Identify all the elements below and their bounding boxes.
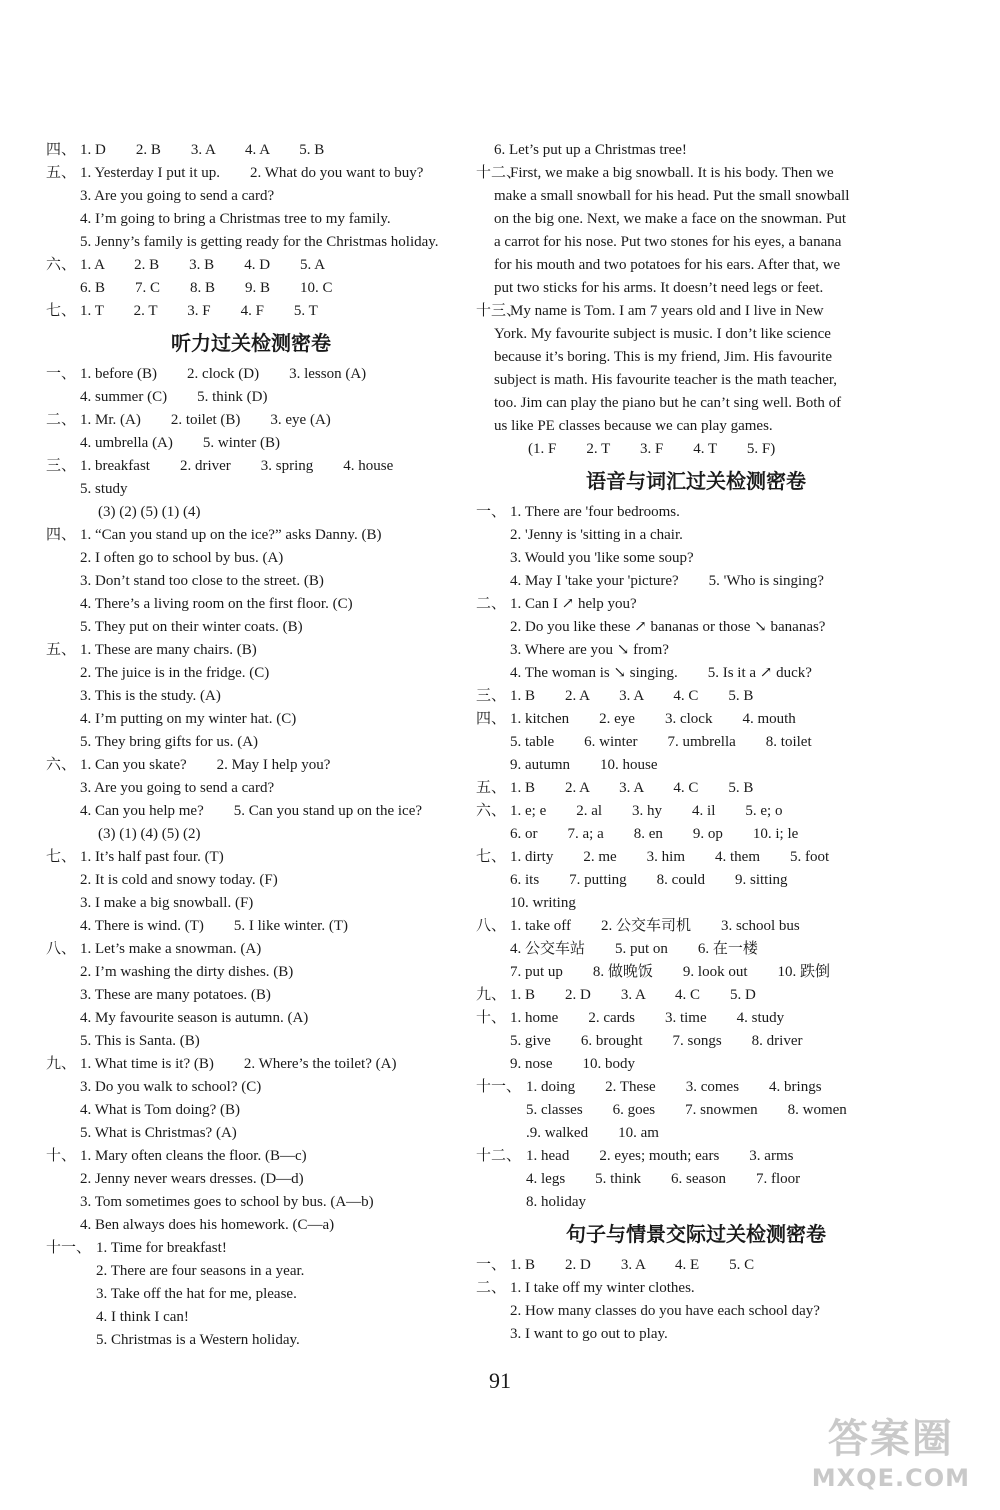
answer-text: 2. 'Jenny is 'sitting in a chair.	[510, 527, 683, 543]
answer-line	[46, 731, 456, 754]
answer-text: 1. home 2. cards 3. time 4. study	[510, 1010, 785, 1026]
answer-text: 1. Let’s make a snowman. (A)	[80, 941, 262, 957]
answer-line	[476, 369, 916, 392]
answer-line	[46, 208, 456, 231]
answer-text: 2. Jenny never wears dresses. (D—d)	[80, 1171, 304, 1187]
answer-line	[46, 277, 456, 300]
answer-text: 1. It’s half past four. (T)	[80, 849, 224, 865]
question-number: 一、	[46, 366, 77, 382]
answer-text: 1. Can you skate? 2. May I help you?	[80, 757, 331, 773]
answer-line	[476, 846, 916, 869]
answer-line	[476, 323, 916, 346]
answer-text: 1. kitchen 2. eye 3. clock 4. mouth	[510, 711, 796, 727]
answer-line	[476, 1007, 916, 1030]
answer-text: 6. or 7. a; a 8. en 9. op 10. i; le	[510, 826, 799, 842]
question-number: 九、	[46, 1056, 77, 1072]
question-number: 四、	[46, 527, 77, 543]
answer-text: 5. They bring gifts for us. (A)	[80, 734, 259, 750]
question-number: 二、	[476, 1280, 507, 1296]
answer-text: 1. Mary often cleans the floor. (B—c)	[80, 1148, 307, 1164]
question-number: 八、	[476, 918, 507, 934]
answer-line	[46, 1237, 456, 1260]
page-number: 91	[489, 1368, 511, 1393]
answer-text: a carrot for his nose. Put two stones for his eyes, a banana	[494, 234, 842, 250]
question-number: 七、	[46, 303, 77, 319]
answer-text: 1. There are 'four bedrooms.	[510, 504, 680, 520]
answer-line	[46, 754, 456, 777]
watermark-text-bottom: MXQE.COM	[811, 1464, 970, 1492]
answer-line	[476, 1191, 916, 1214]
answer-line	[476, 392, 916, 415]
answer-text: 1. take off 2. 公交车司机 3. school bus	[510, 918, 800, 934]
answer-text: 5. Christmas is a Western holiday.	[96, 1332, 300, 1348]
answer-text: 1. What time is it? (B) 2. Where’s the toilet? (A)	[80, 1056, 397, 1072]
answer-text: 8. holiday	[526, 1194, 586, 1210]
answer-text: 1. breakfast 2. driver 3. spring 4. house	[80, 458, 394, 474]
answer-text: (3) (2) (5) (1) (4)	[98, 504, 201, 520]
answer-text: 6. its 7. putting 8. could 9. sitting	[510, 872, 788, 888]
answer-line	[476, 1053, 916, 1076]
answer-line	[46, 961, 456, 984]
question-number: 三、	[476, 688, 507, 704]
answer-text: 3. I want to go out to play.	[510, 1326, 668, 1342]
answer-text: 1. e; e 2. al 3. hy 4. il 5. e; o	[510, 803, 783, 819]
answer-text: 1. before (B) 2. clock (D) 3. lesson (A)	[80, 366, 367, 382]
answer-line	[476, 277, 916, 300]
answer-text: 5. give 6. brought 7. songs 8. driver	[510, 1033, 803, 1049]
answer-text: 5. study	[80, 481, 128, 497]
answer-line	[476, 300, 916, 323]
answer-line	[476, 915, 916, 938]
answer-line	[46, 777, 456, 800]
question-number: 十、	[476, 1010, 507, 1026]
answer-line	[46, 823, 456, 846]
question-number: 二、	[476, 596, 507, 612]
answer-line	[46, 1329, 456, 1352]
answer-line	[46, 915, 456, 938]
question-number: 五、	[46, 642, 77, 658]
watermark-text-top: 答案圈	[827, 1416, 954, 1462]
question-number: 八、	[46, 941, 77, 957]
answer-line	[476, 777, 916, 800]
answer-text: 3. Are you going to send a card?	[80, 780, 275, 796]
answer-line	[476, 438, 916, 461]
answer-text: 4. There is wind. (T) 5. I like winter. (T)	[80, 918, 348, 934]
question-number: 二、	[46, 412, 77, 428]
answer-text: 4. Ben always does his homework. (C—a)	[80, 1217, 335, 1233]
answer-line	[46, 547, 456, 570]
answer-line	[46, 363, 456, 386]
answer-line	[476, 415, 916, 438]
answer-text: 1. B 2. A 3. A 4. C 5. B	[510, 688, 754, 704]
answer-text: 2. I often go to school by bus. (A)	[80, 550, 284, 566]
answer-text: for his mouth and two potatoes for his ears. After that, we	[494, 257, 841, 273]
answer-text: 3. Do you walk to school? (C)	[80, 1079, 262, 1095]
question-number: 三、	[46, 458, 77, 474]
answer-text: .9. walked 10. am	[526, 1125, 659, 1141]
answer-text: 3. I make a big snowball. (F)	[80, 895, 254, 911]
question-number: 六、	[476, 803, 507, 819]
answer-line	[476, 800, 916, 823]
answer-text: on the big one. Next, we make a face on the snowman. Put	[494, 211, 846, 227]
answer-line	[476, 708, 916, 731]
watermark-logo	[812, 1407, 970, 1492]
answer-line	[476, 1076, 916, 1099]
answer-text: 2. It is cold and snowy today. (F)	[80, 872, 278, 888]
left-column	[46, 139, 456, 1352]
answer-text: 2. Do you like these ↗ bananas or those ↘ bananas?	[510, 619, 826, 635]
answer-text: 5. classes 6. goes 7. snowmen 8. women	[526, 1102, 847, 1118]
answer-line	[476, 254, 916, 277]
answer-line	[476, 139, 916, 162]
answer-text: too. Jim can play the piano but he can’t sing well. Both of	[494, 395, 842, 411]
answer-text: 7. put up 8. 做晚饭 9. look out 10. 跌倒	[510, 964, 831, 980]
right-column	[476, 139, 916, 1346]
answer-line	[46, 1214, 456, 1237]
answer-text: York. My favourite subject is music. I don’t like science	[494, 326, 831, 342]
answer-line	[476, 616, 916, 639]
answer-text: 4. 公交车站 5. put on 6. 在一楼	[510, 941, 758, 957]
section-heading: 句子与情景交际过关检测密卷	[566, 1222, 826, 1246]
question-number: 十一、	[46, 1240, 92, 1256]
question-number: 十一、	[476, 1079, 522, 1095]
answer-text: 4. What is Tom doing? (B)	[80, 1102, 241, 1118]
answer-text: put two sticks for his arms. It doesn’t need legs or feet.	[494, 280, 824, 296]
answer-line	[476, 938, 916, 961]
answer-line	[476, 892, 916, 915]
answer-text: 1. dirty 2. me 3. him 4. them 5. foot	[510, 849, 830, 865]
answer-text: because it’s boring. This is my friend, Jim. His favourite	[494, 349, 833, 365]
answer-text: 1. I take off my winter clothes.	[510, 1280, 695, 1296]
answer-text: 2. I’m washing the dirty dishes. (B)	[80, 964, 294, 980]
question-number: 十、	[46, 1148, 77, 1164]
question-number: 十二、	[476, 165, 522, 181]
answer-text: 9. autumn 10. house	[510, 757, 658, 773]
answer-line	[46, 984, 456, 1007]
answer-text: 4. I’m putting on my winter hat. (C)	[80, 711, 297, 727]
answer-line	[476, 1300, 916, 1323]
answer-line	[476, 823, 916, 846]
answer-line	[476, 547, 916, 570]
answer-line	[46, 708, 456, 731]
answer-line	[46, 662, 456, 685]
answer-line	[46, 1122, 456, 1145]
answer-line	[46, 162, 456, 185]
answer-text: (1. F 2. T 3. F 4. T 5. F)	[528, 441, 776, 457]
answer-text: subject is math. His favourite teacher is the math teacher,	[494, 372, 838, 388]
answer-text: 1. B 2. A 3. A 4. C 5. B	[510, 780, 754, 796]
section-heading: 语音与词汇过关检测密卷	[586, 469, 806, 493]
answer-text: 4. My favourite season is autumn. (A)	[80, 1010, 309, 1026]
answer-text: 3. Would you 'like some soup?	[510, 550, 694, 566]
answer-line	[476, 593, 916, 616]
question-number: 一、	[476, 1257, 507, 1273]
answer-text: 1. Mr. (A) 2. toilet (B) 3. eye (A)	[80, 412, 331, 428]
answer-text: 3. Where are you ↘ from?	[510, 642, 669, 658]
question-number: 五、	[46, 165, 77, 181]
answer-line	[476, 1323, 916, 1346]
question-number: 七、	[476, 849, 507, 865]
answer-line	[476, 1030, 916, 1053]
answer-text: 2. How many classes do you have each school day?	[510, 1303, 820, 1319]
section-heading: 听力过关检测密卷	[171, 331, 331, 355]
answer-text: 4. I think I can!	[96, 1309, 189, 1325]
question-number: 九、	[476, 987, 507, 1003]
answer-line	[46, 386, 456, 409]
answer-text: 4. Can you help me? 5. Can you stand up on the ice?	[80, 803, 423, 819]
answer-text: 4. legs 5. think 6. season 7. floor	[526, 1171, 801, 1187]
answer-line	[46, 570, 456, 593]
answer-text: 4. umbrella (A) 5. winter (B)	[80, 435, 280, 451]
answer-text: First, we make a big snowball. It is his body. Then we	[510, 165, 834, 181]
answer-line	[46, 1145, 456, 1168]
question-number: 七、	[46, 849, 77, 865]
answer-text: 10. writing	[510, 895, 576, 911]
question-number: 六、	[46, 257, 77, 273]
answer-text: 1. Can I ↗ help you?	[510, 596, 637, 612]
answer-line	[46, 685, 456, 708]
answer-line	[476, 570, 916, 593]
answer-line	[46, 185, 456, 208]
answer-text: 3. Take off the hat for me, please.	[96, 1286, 297, 1302]
answer-line	[46, 1076, 456, 1099]
answer-line	[46, 455, 456, 478]
answer-line	[476, 162, 916, 185]
answer-text: 4. summer (C) 5. think (D)	[80, 389, 268, 405]
answer-line	[476, 961, 916, 984]
answer-line	[476, 1168, 916, 1191]
answer-text: make a small snowball for his head. Put the small snowball	[494, 188, 850, 204]
question-number: 一、	[476, 504, 507, 520]
answer-text: 2. There are four seasons in a year.	[96, 1263, 305, 1279]
answer-text: 3. This is the study. (A)	[80, 688, 221, 704]
answer-text: 3. Don’t stand too close to the street. (B)	[80, 573, 324, 589]
answer-line	[46, 616, 456, 639]
answer-line	[476, 1122, 916, 1145]
answer-line	[476, 1277, 916, 1300]
answer-line	[46, 1099, 456, 1122]
question-number: 六、	[46, 757, 77, 773]
answer-text: 3. These are many potatoes. (B)	[80, 987, 271, 1003]
answer-text: 3. Are you going to send a card?	[80, 188, 275, 204]
answer-text: 4. There’s a living room on the first floor. (C)	[80, 596, 353, 612]
answer-line	[46, 938, 456, 961]
answer-text: 5. Jenny’s family is getting ready for the Christmas holiday.	[80, 234, 439, 250]
answer-line	[46, 1053, 456, 1076]
answer-text: 1. These are many chairs. (B)	[80, 642, 257, 658]
answer-text: 6. B 7. C 8. B 9. B 10. C	[80, 280, 333, 296]
answer-line	[46, 593, 456, 616]
question-number: 十二、	[476, 1148, 522, 1164]
answer-text: 1. Yesterday I put it up. 2. What do you want to buy?	[80, 165, 424, 181]
answer-line	[46, 1283, 456, 1306]
answer-text: 4. I’m going to bring a Christmas tree to my family.	[80, 211, 391, 227]
answer-line	[46, 1191, 456, 1214]
answer-text: 4. May I 'take your 'picture? 5. 'Who is singing?	[510, 573, 824, 589]
answer-line	[46, 478, 456, 501]
answer-text: 1. D 2. B 3. A 4. A 5. B	[80, 142, 325, 158]
answer-text: 1. doing 2. These 3. comes 4. brings	[526, 1079, 822, 1095]
answer-line	[46, 501, 456, 524]
answer-line	[476, 208, 916, 231]
answer-text: 1. A 2. B 3. B 4. D 5. A	[80, 257, 326, 273]
answer-text: 3. Tom sometimes goes to school by bus. (A—b)	[80, 1194, 374, 1210]
answer-line	[476, 185, 916, 208]
answer-line	[46, 524, 456, 547]
answer-line	[476, 754, 916, 777]
answer-line	[46, 800, 456, 823]
question-number: 四、	[46, 142, 77, 158]
answer-line	[46, 432, 456, 455]
answer-line	[46, 1007, 456, 1030]
answer-text: 5. table 6. winter 7. umbrella 8. toilet	[510, 734, 812, 750]
answer-line	[46, 300, 456, 323]
answer-line	[46, 892, 456, 915]
answer-text: 1. Time for breakfast!	[96, 1240, 227, 1256]
answer-line	[46, 1306, 456, 1329]
answer-text: 2. The juice is in the fridge. (C)	[80, 665, 270, 681]
answer-text: 9. nose 10. body	[510, 1056, 635, 1072]
answer-line	[46, 846, 456, 869]
answer-line	[46, 254, 456, 277]
answer-text: 5. They put on their winter coats. (B)	[80, 619, 303, 635]
answer-line	[46, 231, 456, 254]
question-number: 五、	[476, 780, 507, 796]
answer-text: us like PE classes because we can play games.	[494, 418, 773, 434]
answer-line	[476, 984, 916, 1007]
answer-text: 4. The woman is ↘ singing. 5. Is it a ↗ duck?	[510, 665, 812, 681]
answer-line	[476, 639, 916, 662]
answer-line	[476, 524, 916, 547]
question-number: 十三、	[476, 303, 522, 319]
answer-text: 5. What is Christmas? (A)	[80, 1125, 237, 1141]
answer-text: My name is Tom. I am 7 years old and I live in New	[510, 303, 824, 319]
answer-line	[476, 869, 916, 892]
answer-line	[476, 685, 916, 708]
answer-line	[476, 1145, 916, 1168]
answer-line	[46, 869, 456, 892]
answer-text: 1. “Can you stand up on the ice?” asks Danny. (B)	[80, 527, 382, 543]
answer-text: (3) (1) (4) (5) (2)	[98, 826, 201, 842]
answer-line	[46, 639, 456, 662]
answer-line	[46, 1260, 456, 1283]
answer-text: 1. B 2. D 3. A 4. C 5. D	[510, 987, 756, 1003]
answer-line	[46, 1030, 456, 1053]
answer-line	[476, 346, 916, 369]
answer-text: 1. head 2. eyes; mouth; ears 3. arms	[526, 1148, 794, 1164]
answer-line	[476, 662, 916, 685]
answer-text: 1. T 2. T 3. F 4. F 5. T	[80, 303, 318, 319]
answer-text: 1. B 2. D 3. A 4. E 5. C	[510, 1257, 755, 1273]
answer-line	[46, 1168, 456, 1191]
answer-line	[476, 501, 916, 524]
question-number: 四、	[476, 711, 507, 727]
answer-text: 6. Let’s put up a Christmas tree!	[494, 142, 687, 158]
answer-line	[476, 231, 916, 254]
answer-line	[476, 1099, 916, 1122]
answer-line	[46, 139, 456, 162]
answer-text: 5. This is Santa. (B)	[80, 1033, 200, 1049]
answer-line	[476, 731, 916, 754]
answer-line	[46, 409, 456, 432]
answer-line	[476, 1254, 916, 1277]
